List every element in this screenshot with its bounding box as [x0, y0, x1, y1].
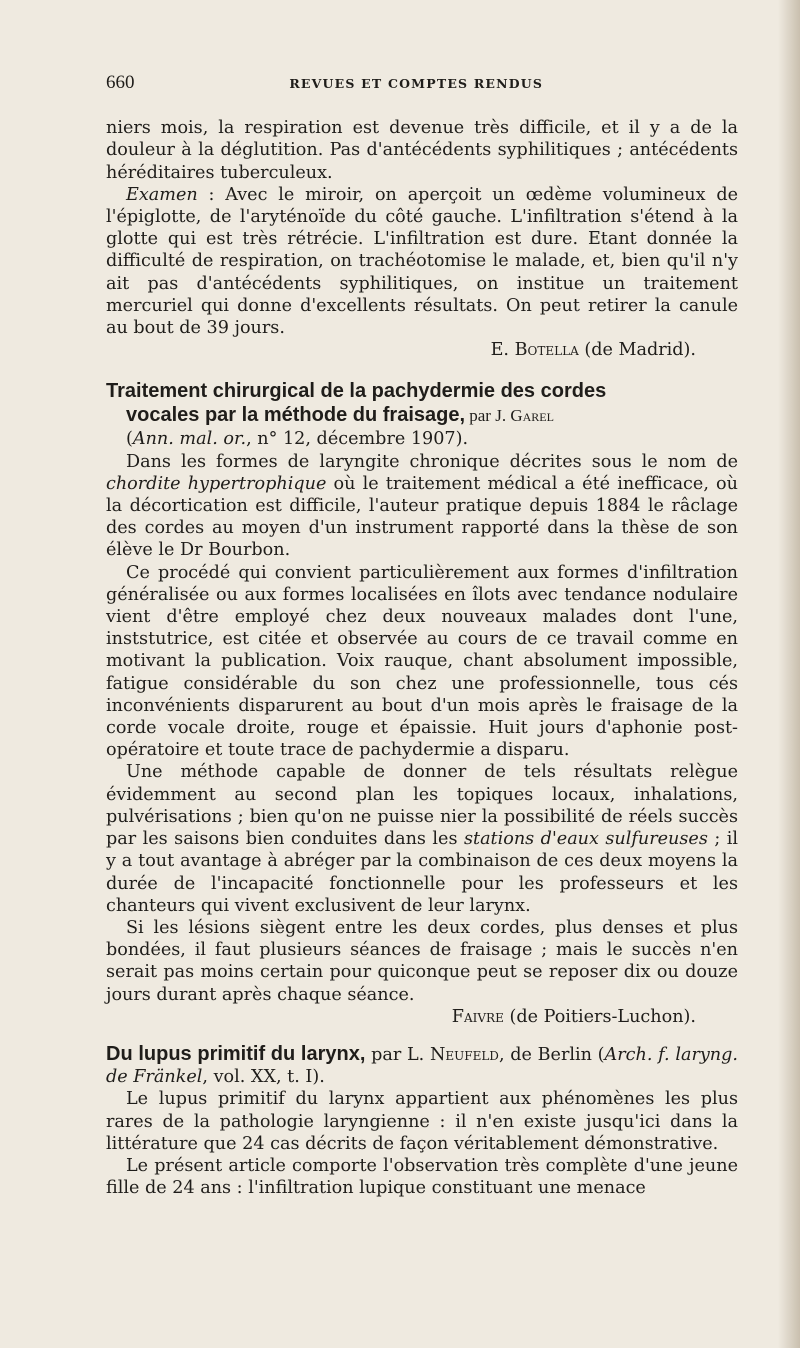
article-2-author: Neufeld: [429, 1044, 499, 1065]
article-1-paragraph-2: Ce procédé qui convient particulièrement aux formes d'infiltration généralisée ou aux formes localisées en îlots avec tendance nodulaire vient d'être employé chez deux nouveaux malades dont l'une, inststutrice, est citée et observée au cours de ce travail comme en motivant la publication. Voix rauque, chant absolument impossible, fatigue considérable du son chez une professionnelle, tous cés inconvénients disparurent au bout d'un mois après le fraisage de la corde vocale droite, rouge et épaissie. Huit jours d'aphonie post-opératoire et toute trace de pachydermie a disparu.: [106, 562, 738, 761]
article-2-paragraph-1: Le lupus primitif du larynx appartient aux phénomènes les plus rares de la pathologie laryngienne : il n'en existe jusqu'ici dans la littérature que 24 cas décrits de façon véritablement démonstrative.: [106, 1089, 738, 1154]
article-2-by-suffix: , de Berlin (: [498, 1044, 605, 1065]
book-page: [106, 72, 738, 1199]
article-2-heading: [106, 1042, 738, 1088]
article-1-journal: Ann. mal. or.: [132, 429, 247, 450]
intro-paragraph-1: niers mois, la respiration est devenue très difficile, et il y a de la douleur à la déglutition. Pas d'antécédents syphilitiques ; antécédents héréditaires tuberculeux.: [106, 118, 738, 183]
examen-label: Examen: [126, 184, 198, 205]
article-2-by: par L.: [365, 1044, 430, 1065]
page-number: 660: [106, 72, 135, 93]
page-edge-shadow: [778, 0, 800, 1348]
article-2-journal: Arch. f. laryng. de Fränkel: [106, 1044, 738, 1088]
article-1-signature: [106, 1006, 738, 1028]
article-1-p1-italic: chordite hypertrophique: [106, 473, 327, 494]
article-1-paragraph-1: [106, 451, 738, 562]
signature-name: E. Botella: [490, 340, 579, 361]
running-title: REVUES ET COMPTES RENDUS: [289, 76, 544, 91]
article-1-p1-text-a: Dans les formes de laryngite chronique décrites sous le nom de: [126, 451, 738, 472]
article-1-paragraph-4: Si les lésions siègent entre les deux cordes, plus denses et plus bondées, il faut plusieurs séances de fraisage ; mais le succès n'en serait pas moins certain pour quiconque peut se reposer dix ou douze jours durant après chaque séance.: [106, 917, 738, 1005]
article-2-source-rest: , vol. XX, t. I).: [202, 1067, 325, 1088]
article-2-title: Du lupus primitif du larynx,: [106, 1042, 366, 1065]
article-1: [106, 379, 738, 1027]
article-1-author: Garel: [510, 406, 554, 426]
article-1-p3-italic: stations d'eaux sulfureuses: [463, 829, 708, 850]
article-1-p3-text-a: Une méthode capable de donner de tels résultats relègue évidemment au second plan les topiques locaux, inhalations, pulvérisations ; bien qu'on ne puisse nier la possibilité de réels succès par les saisons bien conduites dans les: [106, 762, 738, 850]
article-1-source: (Ann. mal. or., n° 12, décembre 1907).: [126, 429, 469, 450]
article-1-by: par J.: [465, 406, 511, 426]
article-1-title-line2: vocales par la méthode du fraisage,: [126, 404, 466, 427]
article-1-signature-place: (de Poitiers-Luchon).: [503, 1006, 696, 1027]
article-2: [106, 1042, 738, 1199]
article-1-paragraph-3: [106, 761, 738, 916]
page-header: [106, 72, 738, 95]
examen-text: : Avec le miroir, on aperçoit un œdème volumineux de l'épiglotte, de l'aryténoïde du côté gauche. L'infiltration s'étend à la glotte qui est très rétrécie. L'infiltration est dure. Etant donnée la difficulté de respiration, on trachéotomise le malade, et, bien qu'il n'y ait pas d'antécédents syphilitiques, on institue un traitement mercuriel qui donne d'excellents résultats. On peut retirer la canule au bout de 39 jours.: [106, 184, 738, 339]
intro-paragraph-2: [106, 184, 738, 339]
article-1-signature-name: Faivre: [451, 1006, 504, 1027]
signature-place: (de Madrid).: [578, 340, 696, 361]
intro-signature: [106, 339, 738, 361]
article-2-paragraph-2: Le présent article comporte l'observation très complète d'une jeune fille de 24 ans : l'infiltration lupique constituant une menace: [106, 1155, 738, 1199]
article-1-source-rest: , n° 12, décembre 1907).: [246, 429, 469, 450]
article-1-title-line1: Traitement chirurgical de la pachydermie des cordes: [106, 380, 607, 403]
article-1-p1-text-b: où le traitement médical a été inefficace, où la décortication est difficile, l'auteur pratique depuis 1884 le râclage des cordes au moyen d'un instrument rapporté dans la thèse de son élève le Dr Bourbon.: [106, 473, 738, 561]
article-1-p3-text-b: ; il y a tout avantage à abréger par la combinaison de ces deux moyens la durée de l'incapacité fonctionnelle pour les professeurs et les chanteurs qui vivent exclusivent de leur larynx.: [106, 829, 738, 916]
article-1-title: [106, 379, 738, 428]
